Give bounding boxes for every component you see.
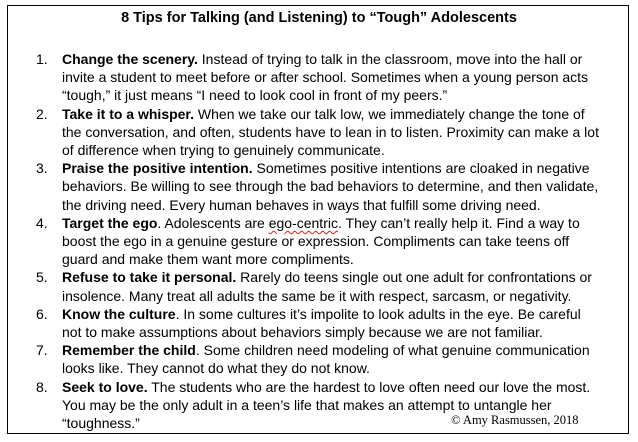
tip-item-6 — [36, 305, 626, 341]
tip-line — [62, 159, 626, 177]
tip-item-3 — [36, 159, 626, 214]
tip-item-2 — [36, 105, 626, 160]
tip-line — [62, 378, 626, 396]
tip-text: the driving need. Every human behaves in ways that fulfill some driving need. — [62, 196, 541, 213]
tip-number: 6. — [36, 305, 48, 322]
tip-text: . Some children need modeling of what genuine communication — [195, 342, 590, 359]
tip-line — [62, 50, 626, 68]
document-title: 8 Tips for Talking (and Listening) to “Tough” Adolescents — [121, 10, 517, 26]
tip-text: You may be the only adult in a teen’s life that makes an attempt to untangle her — [62, 396, 552, 413]
tip-number: 7. — [36, 342, 48, 359]
tip-text: . They can’t really help it. Find a way to — [337, 214, 580, 231]
tip-heading: Refuse to take it personal. — [62, 269, 237, 286]
tip-item-4 — [36, 214, 626, 269]
tip-heading: Target the ego — [62, 214, 158, 231]
tip-heading: Know the culture — [62, 305, 176, 322]
tip-item-1 — [36, 50, 626, 105]
copyright-notice: © Amy Rasmussen, 2018 — [451, 413, 579, 427]
tip-number: 5. — [36, 269, 48, 286]
tip-number: 8. — [36, 378, 48, 395]
tip-text: Sometimes positive intentions are cloaked in negative — [252, 160, 590, 177]
tip-text: of difference when trying to genuinely communicate. — [62, 142, 385, 159]
tip-text: Instead of trying to talk in the classroom, move into the hall or — [197, 51, 583, 67]
tip-item-7 — [36, 341, 626, 377]
tip-line — [62, 105, 626, 123]
tip-heading: Take it to a whisper. — [62, 105, 195, 122]
tip-text: “tough,” it just means “I need to look cool in front of my peers.” — [62, 87, 448, 104]
tip-line — [62, 214, 626, 232]
spellcheck-flagged-word[interactable]: ego-centric — [268, 214, 338, 231]
tip-heading: Praise the positive intention. — [62, 160, 253, 177]
tip-text: insolence. Many treat all adults the same be it with respect, sarcasm, or negativity. — [62, 287, 572, 304]
tip-line — [62, 305, 626, 323]
tip-number: 3. — [36, 160, 48, 177]
tip-text: boost the ego in a genuine gesture or expression. Compliments can take teens off — [62, 233, 570, 250]
tip-text: not to make assumptions about behaviors simply because we are not familiar. — [62, 324, 543, 341]
tip-text: the conversation, and often, students have to lean in to listen. Proximity can make a lot — [62, 123, 599, 140]
tip-text: The students who are the hardest to love often need our love the most. — [147, 378, 591, 395]
tip-number: 4. — [36, 214, 48, 231]
tip-item-5 — [36, 268, 626, 304]
tip-line — [62, 268, 626, 286]
tip-text: behaviors. Be willing to see through the bad behaviors to determine, and then validate, — [62, 178, 599, 195]
tips-list — [36, 50, 626, 432]
tip-text: “toughness.” — [62, 415, 140, 432]
tip-text: invite a student to meet before or after school. Sometimes when a young person acts — [62, 69, 589, 86]
tip-text: . In some cultures it’s impolite to look adults in the eye. Be careful — [175, 305, 581, 322]
tip-number: 2. — [36, 105, 48, 122]
tip-text: guard and make them want more compliments. — [62, 251, 354, 268]
tip-text: Rarely do teens single out one adult for confrontations or — [236, 269, 592, 286]
tip-heading: Remember the child — [62, 342, 196, 359]
tip-text: looks like. They cannot do what they do not know. — [62, 360, 370, 377]
tip-text: . Adolescents are — [157, 214, 269, 231]
tip-heading: Seek to love. — [62, 378, 148, 395]
tip-number: 1. — [36, 51, 48, 67]
tip-heading: Change the scenery. — [62, 51, 198, 67]
tip-text: When we take our talk low, we immediately change the tone of — [194, 105, 585, 122]
tip-line — [62, 341, 626, 359]
